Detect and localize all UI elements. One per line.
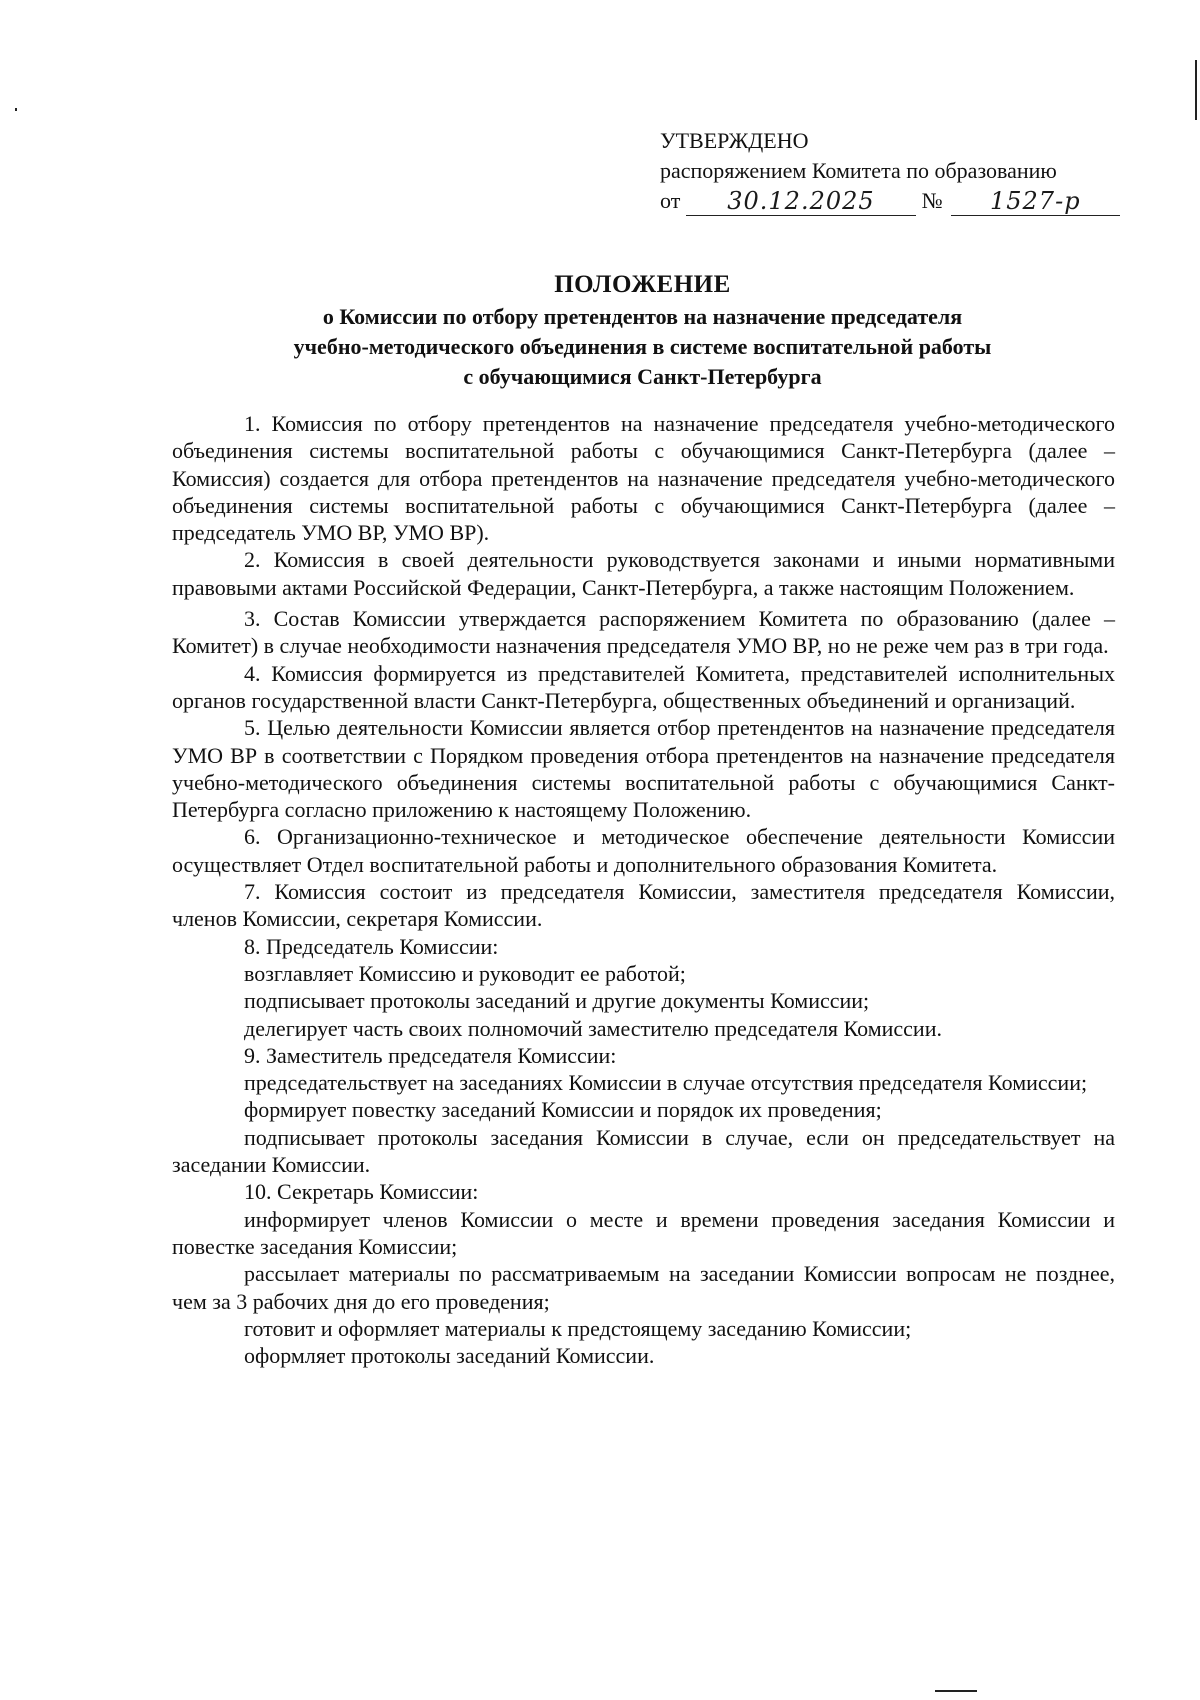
number-sign: № <box>921 188 943 213</box>
paragraph-5: 5. Целью деятельности Комиссии является отбор претендентов на назначение председателя УМО ВР в соответствии с Порядком проведения отбора претендентов на назначение председателя учебно-методического объединения системы воспитательной работы с обучающимися Санкт-Петербурга согласно приложению к настоящему Положению. <box>172 715 1115 823</box>
list-item: рассылает материалы по рассматриваемым на заседании Комиссии вопросам не позднее, чем за 3 рабочих дня до его проведения; <box>172 1261 1115 1314</box>
paragraph-8: 8. Председатель Комиссии: <box>244 933 499 959</box>
paragraph-7: 7. Комиссия состоит из председателя Комиссии, заместителя председателя Комиссии, членов Комиссии, секретаря Комиссии. <box>172 879 1115 932</box>
handwritten-date: 30.12.2025 <box>686 187 915 216</box>
paragraph-6: 6. Организационно-техническое и методическое обеспечение деятельности Комиссии осуществляет Отдел воспитательной работы и дополнительного образования Комитета. <box>172 824 1115 877</box>
approval-authority: распоряжением Комитета по образованию <box>660 158 1057 183</box>
paragraph-1: 1. Комиссия по отбору претендентов на назначение председателя учебно-методического объединения системы воспитательной работы с обучающимися Санкт-Петербурга (далее – Комиссия) создается для отбора претендентов на назначение председателя учебно-методического объединения системы воспитательной работы с обучающимися Санкт-Петербурга (далее – председатель УМО ВР, УМО ВР). <box>172 411 1115 546</box>
document-title: ПОЛОЖЕНИЕ <box>554 271 731 298</box>
paragraph-9: 9. Заместитель председателя Комиссии: <box>244 1042 617 1068</box>
list-item: готовит и оформляет материалы к предстоящему заседанию Комиссии; <box>244 1315 912 1341</box>
list-item: возглавляет Комиссию и руководит ее работой; <box>244 960 686 986</box>
scan-bottom-mark <box>935 1690 977 1692</box>
paragraph-10: 10. Секретарь Комиссии: <box>244 1179 479 1205</box>
approval-stamp-block <box>660 126 1120 216</box>
paragraph-4: 4. Комиссия формируется из представителей Комитета, представителей исполнительных органов государственной власти Санкт-Петербурга, общественных объединений и организаций. <box>172 660 1115 713</box>
paragraph-2: 2. Комиссия в своей деятельности руководствуется законами и иными нормативными правовыми актами Российской Федерации, Санкт-Петербурга, а также настоящим Положением. <box>172 547 1115 600</box>
document-title-block <box>170 268 1115 392</box>
document-subtitle-line-1: о Комиссии по отбору претендентов на назначение председателя <box>322 304 963 329</box>
paragraph-3: 3. Состав Комиссии утверждается распоряжением Комитета по образованию (далее – Комитет) в случае необходимости назначения председателя УМО ВР, но не реже чем раз в три года. <box>172 606 1115 659</box>
list-item: подписывает протоколы заседаний и другие документы Комиссии; <box>244 988 870 1014</box>
document-subtitle-line-3: с обучающимися Санкт-Петербурга <box>463 364 822 389</box>
list-item: оформляет протоколы заседаний Комиссии. <box>244 1343 655 1369</box>
list-item: формирует повестку заседаний Комиссии и порядок их проведения; <box>244 1097 882 1123</box>
list-item: подписывает протоколы заседания Комиссии в случае, если он председательствует на заседании Комиссии. <box>172 1124 1115 1178</box>
handwritten-number: 1527-р <box>951 187 1120 216</box>
list-item: информирует членов Комиссии о месте и времени проведения заседания Комиссии и повестке заседания Комиссии; <box>172 1206 1115 1259</box>
scan-edge-mark <box>1195 60 1197 120</box>
approval-heading: УТВЕРЖДЕНО <box>660 128 809 153</box>
document-subtitle-line-2: учебно-методического объединения в системе воспитательной работы <box>293 334 992 359</box>
list-item: делегирует часть своих полномочий заместителю председателя Комиссии. <box>244 1015 942 1041</box>
date-prefix: от <box>660 188 681 213</box>
approval-date-line <box>660 186 1120 216</box>
scan-speck <box>15 108 17 111</box>
document-body <box>172 410 1115 1369</box>
list-item: председательствует на заседаниях Комиссии в случае отсутствия председателя Комиссии; <box>244 1070 1088 1096</box>
